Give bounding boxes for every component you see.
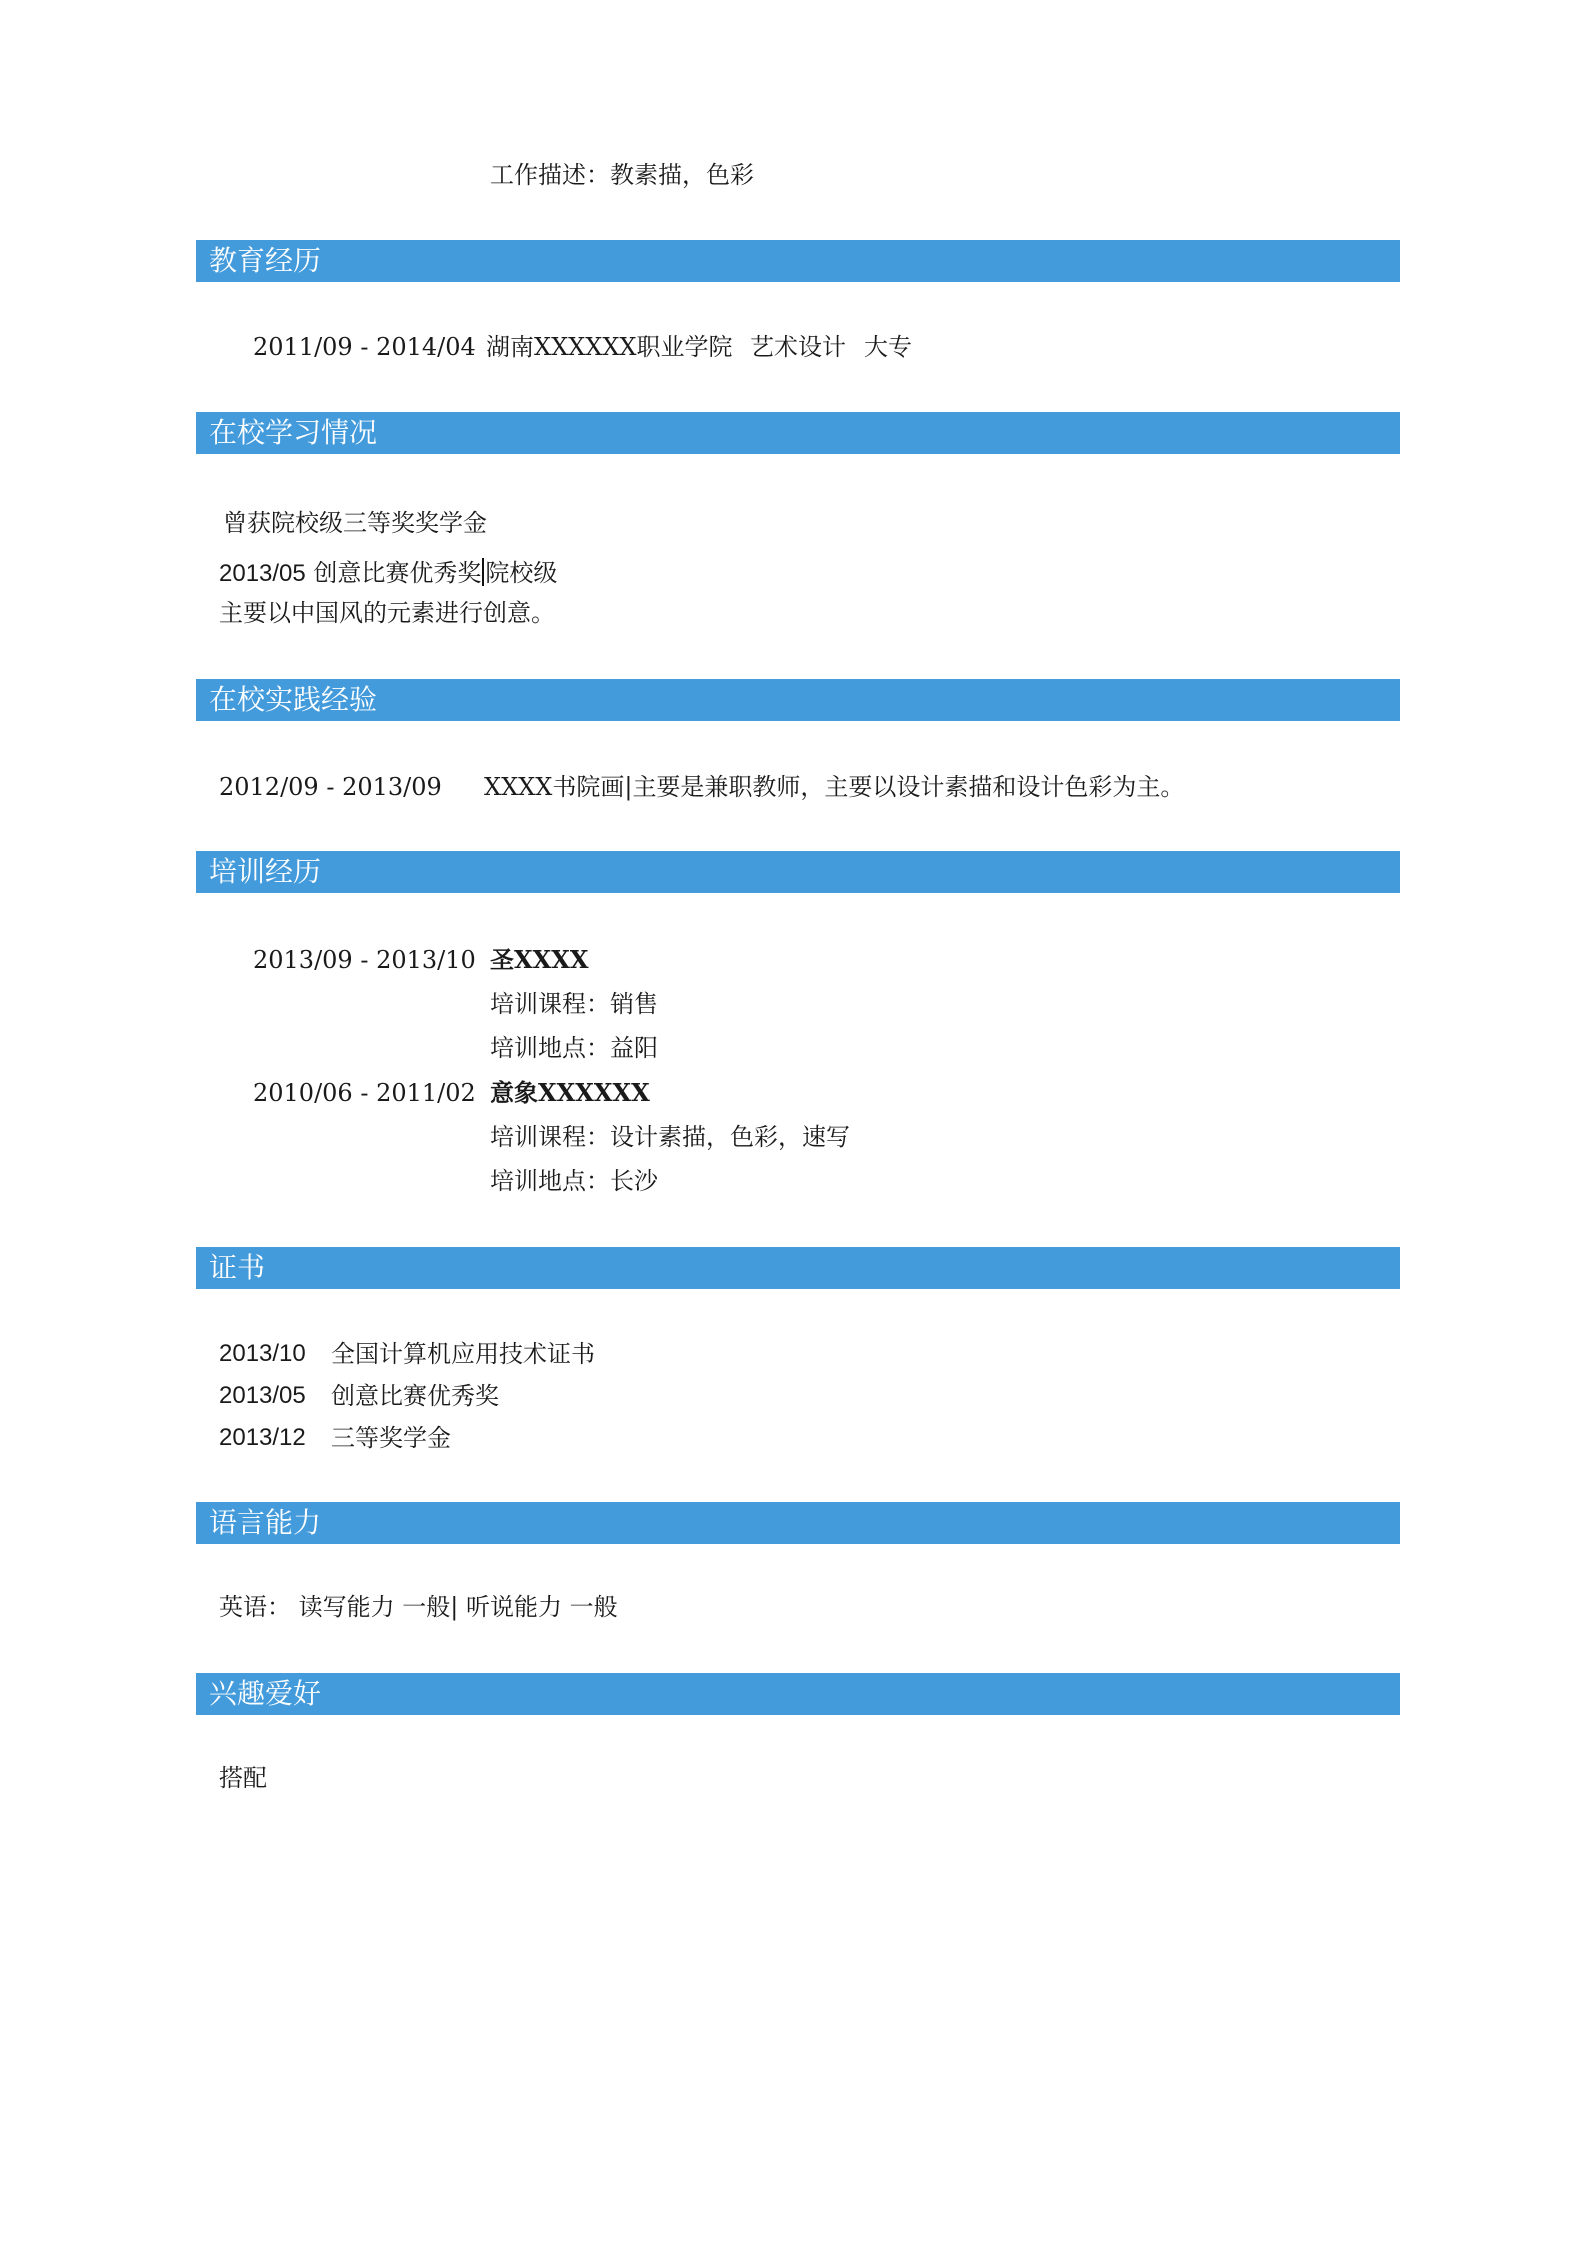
training-dates: 2013/09 - 2013/10 [253, 946, 476, 974]
section-title-training: 培训经历 [209, 855, 322, 888]
training-place: 培训地点：益阳 [490, 1034, 658, 1062]
study-scholarship-line: 曾获院校级三等奖奖学金 [223, 509, 487, 537]
certificate-date: 2013/05 [219, 1382, 306, 1409]
training-dates: 2010/06 - 2011/02 [253, 1079, 476, 1107]
education-major: 艺术设计 [750, 333, 846, 361]
section-header-practice [196, 679, 1400, 721]
training-name: 圣XXXX [490, 945, 589, 974]
section-title-language: 语言能力 [209, 1506, 322, 1539]
section-header-training [196, 851, 1400, 893]
section-title-hobbies: 兴趣爱好 [209, 1677, 322, 1710]
hobbies-text: 搭配 [219, 1764, 267, 1792]
section-header-study [196, 412, 1400, 454]
education-degree: 大专 [864, 333, 912, 361]
certificate-date: 2013/10 [219, 1340, 306, 1367]
language-label: 英语： [219, 1593, 291, 1621]
education-school: 湖南XXXXXX职业学院 [486, 333, 733, 361]
section-header-hobbies [196, 1673, 1400, 1715]
section-title-practice: 在校实践经验 [209, 683, 378, 716]
practice-description: 主要是兼职教师，主要以设计素描和设计色彩为主。 [632, 773, 1185, 801]
study-award-line [219, 558, 557, 589]
study-description: 主要以中国风的元素进行创意。 [219, 599, 555, 627]
language-listen-speak: 听说能力 一般 [466, 1593, 618, 1621]
training-place: 培训地点：长沙 [490, 1167, 658, 1195]
practice-org: XXXX书院画 [484, 773, 625, 801]
certificate-name: 全国计算机应用技术证书 [331, 1340, 595, 1368]
study-award-level: 院校级 [485, 559, 558, 587]
section-header-education [196, 240, 1400, 282]
study-award-date: 2013/05 [219, 560, 306, 587]
certificate-name: 创意比赛优秀奖 [331, 1382, 499, 1410]
certificate-date: 2013/12 [219, 1424, 306, 1451]
section-header-certificates [196, 1247, 1400, 1289]
practice-detail: XXXX书院画|主要是兼职教师，主要以设计素描和设计色彩为主。 [484, 773, 1185, 801]
training-course: 培训课程：设计素描，色彩，速写 [490, 1123, 850, 1151]
study-award-name: 创意比赛优秀奖 [313, 559, 482, 587]
language-read-write: 读写能力 一般 [298, 1593, 451, 1621]
section-title-education: 教育经历 [209, 244, 322, 277]
education-dates: 2011/09 - 2014/04 [253, 333, 476, 361]
language-line: 英语： 读写能力 一般| 听说能力 一般 [219, 1593, 618, 1621]
section-title-certificates: 证书 [209, 1251, 266, 1284]
section-header-language [196, 1502, 1400, 1544]
section-title-study: 在校学习情况 [209, 416, 378, 449]
training-name: 意象XXXXXX [490, 1078, 650, 1107]
training-course: 培训课程：销售 [490, 990, 658, 1018]
certificate-name: 三等奖学金 [331, 1424, 451, 1452]
work-description: 工作描述：教素描，色彩 [490, 161, 754, 189]
practice-dates: 2012/09 - 2013/09 [219, 773, 442, 801]
